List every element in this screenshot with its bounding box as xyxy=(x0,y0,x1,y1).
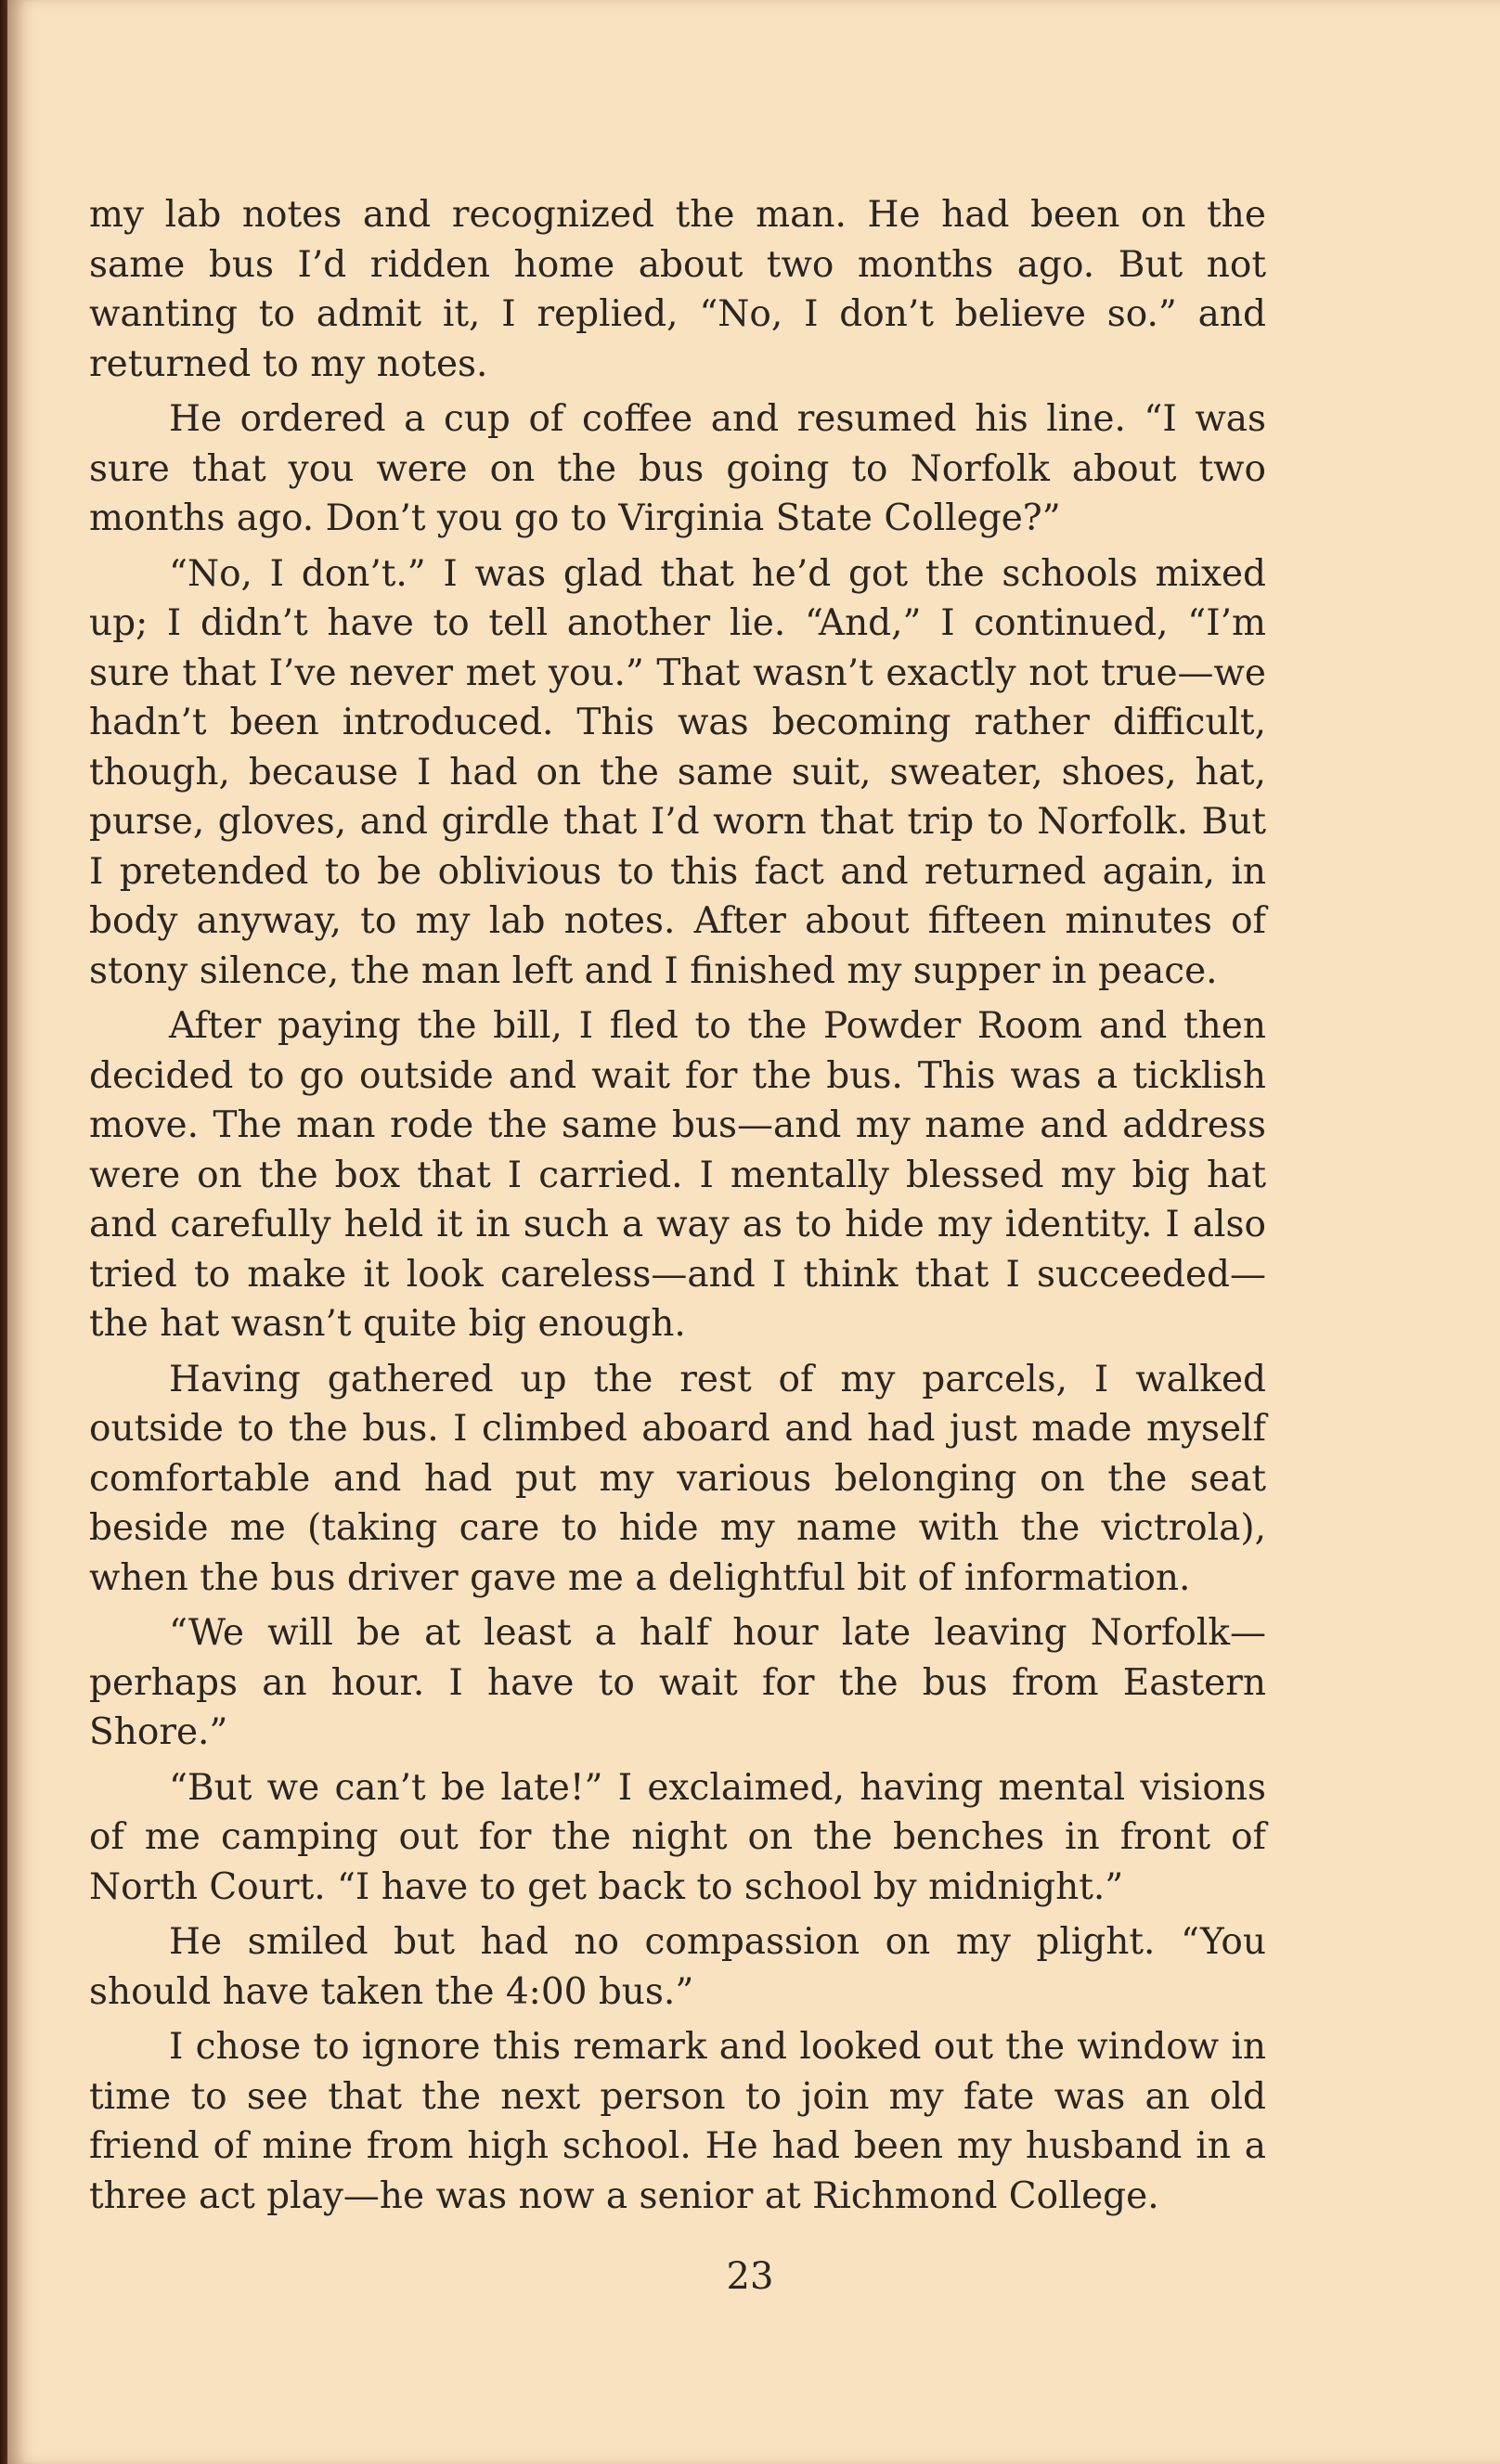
paragraph-9: I chose to ignore this remark and looked out the window in time to see that the next person to join my fate was an old friend of mine from high school. He had been my husband in a three act play—he was now a senior at Richmond College. xyxy=(89,2026,1266,2217)
book-page xyxy=(7,0,1500,2464)
paragraph-6: “We will be at least a half hour late leaving Norfolk—perhaps an hour. I have to wait for the bus from Eastern Shore.” xyxy=(89,1612,1266,1753)
paragraph-2: He ordered a cup of coffee and resumed his line. “I was sure that you were on the bus going to Norfolk about two months ago. Don’t you go to Virginia State College?” xyxy=(89,398,1266,539)
paragraph-5: Having gathered up the rest of my parcels, I walked outside to the bus. I climbed aboard and had just made myself comfortable and had put my various belonging on the seat beside me (taking care to hide my name with the victrola), when the bus driver gave me a delightful bit of information. xyxy=(89,1358,1266,1599)
paragraph-1: my lab notes and recognized the man. He had been on the same bus I’d ridden home about two months ago. But not wanting to admit it, I replied, “No, I don’t believe so.” and returned to my notes. xyxy=(89,194,1266,385)
paragraph-7: “But we can’t be late!” I exclaimed, having mental visions of me camping out for the night on the benches in front of North Court. “I have to get back to school by midnight.” xyxy=(89,1766,1266,1908)
paragraph-4: After paying the bill, I fled to the Powder Room and then decided to go outside and wait for the bus. This was a ticklish move. The man rode the same bus—and my name and address were on the box that I carried. I mentally blessed my big hat and carefully held it in such a way as to hide my identity. I also tried to make it look careless—and I think that I succeeded—the hat wasn’t quite big enough. xyxy=(89,1005,1266,1345)
page-number: 23 xyxy=(726,2255,774,2298)
paragraph-8: He smiled but had no compassion on my plight. “You should have taken the 4:00 bus.” xyxy=(89,1921,1266,2013)
body-text xyxy=(89,190,1266,2226)
paragraph-3: “No, I don’t.” I was glad that he’d got the schools mixed up; I didn’t have to tell another lie. “And,” I continued, “I’m sure that I’ve never met you.” That wasn’t exactly not true—we hadn’t been introduced. This was becoming rather difficult, though, because I had on the same suit, sweater, shoes, hat, purse, gloves, and girdle that I’d worn that trip to Norfolk. But I pretended to be oblivious to this fact and returned again, in body anyway, to my lab notes. After about fifteen minutes of stony silence, the man left and I finished my supper in peace. xyxy=(89,552,1266,992)
